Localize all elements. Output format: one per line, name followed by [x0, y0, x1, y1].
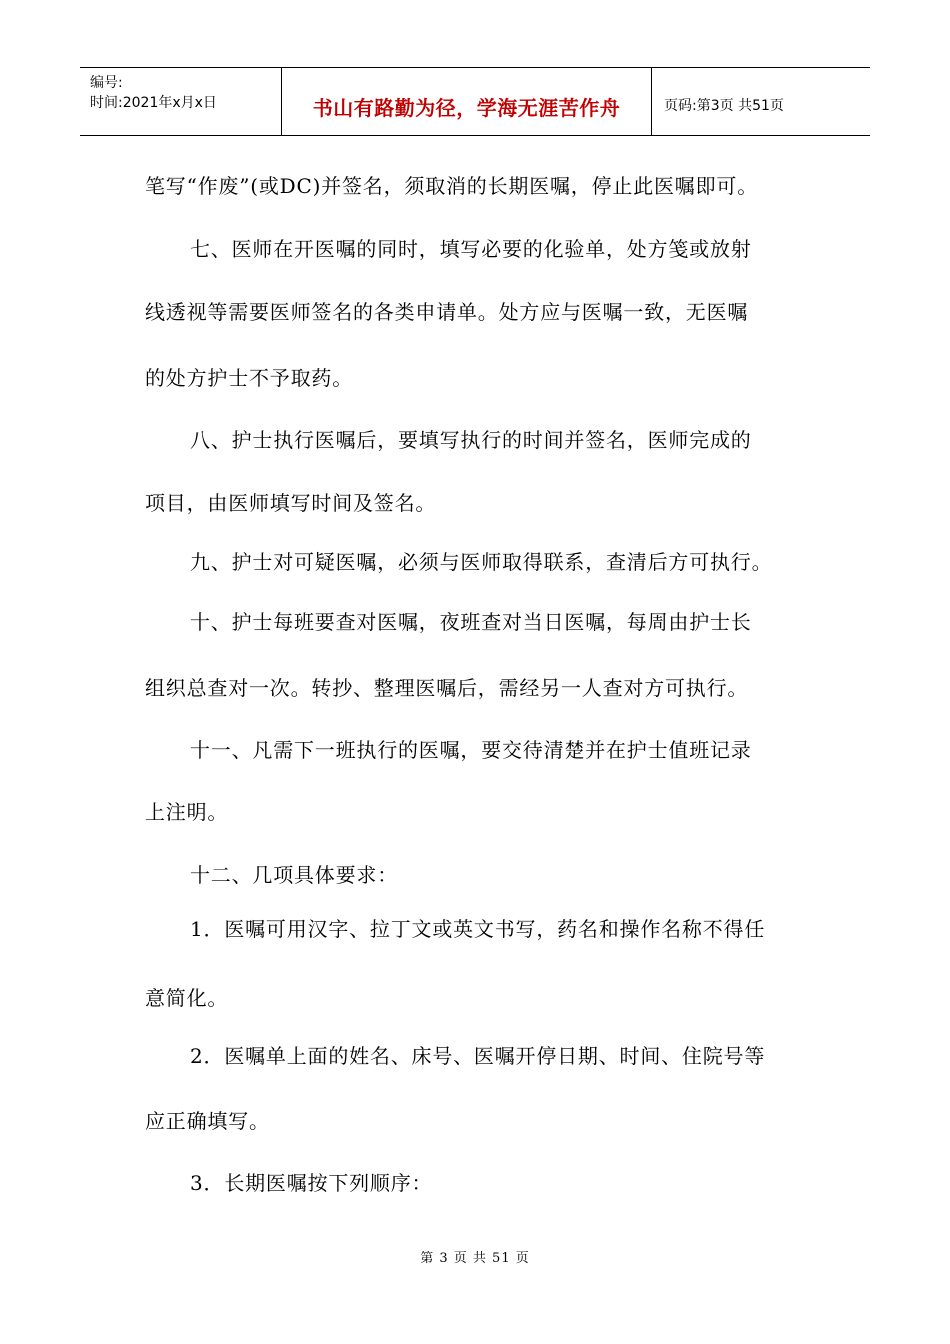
body-line: 3．长期医嘱按下列顺序： [190, 1171, 433, 1195]
header-page-cell [652, 68, 870, 135]
body-line: 十一、凡需下一班执行的医嘱，要交待清楚并在护士值班记录 [190, 738, 752, 762]
body-line: 七、医师在开医嘱的同时，填写必要的化验单，处方笺或放射 [190, 237, 752, 261]
number-label: 编号: [90, 75, 123, 91]
body-line: 1．医嘱可用汉字、拉丁文或英文书写，药名和操作名称不得任 [190, 917, 766, 941]
body-line: 组织总查对一次。转抄、整理医嘱后，需经另一人查对方可执行。 [145, 676, 749, 700]
body-line: 意简化。 [145, 986, 229, 1010]
header-motto-cell [281, 68, 652, 135]
body-line: 八、护士执行医嘱后，要填写执行的时间并签名，医师完成的 [190, 428, 752, 452]
motto: 书山有路勤为径，学海无涯苦作舟 [312, 96, 621, 120]
body-line: 应正确填写。 [145, 1109, 270, 1133]
body-line: 上注明。 [145, 800, 229, 824]
document-header [80, 67, 870, 136]
body-line: 十、护士每班要查对医嘱，夜班查对当日医嘱，每周由护士长 [190, 610, 752, 634]
body-line: 2．医嘱单上面的姓名、床号、医嘱开停日期、时间、住院号等 [190, 1044, 766, 1068]
body-line: 的处方护士不予取药。 [145, 366, 353, 390]
page-footer: 第 3 页 共 51 页 [420, 1251, 530, 1266]
body-line: 十二、几项具体要求： [190, 863, 398, 887]
body-line: 九、护士对可疑医嘱，必须与医师取得联系，查清后方可执行。 [190, 550, 773, 574]
body-line: 笔写“作废”(或DC)并签名，须取消的长期医嘱，停止此医嘱即可。 [145, 174, 758, 198]
body-line: 线透视等需要医师签名的各类申请单。处方应与医嘱一致，无医嘱 [145, 300, 749, 324]
page-info: 页码:第3页 共51页 [664, 98, 784, 114]
header-meta-cell [80, 68, 281, 135]
body-line: 项目，由医师填写时间及签名。 [145, 491, 437, 515]
time-label: 时间:2021年x月x日 [90, 95, 217, 111]
